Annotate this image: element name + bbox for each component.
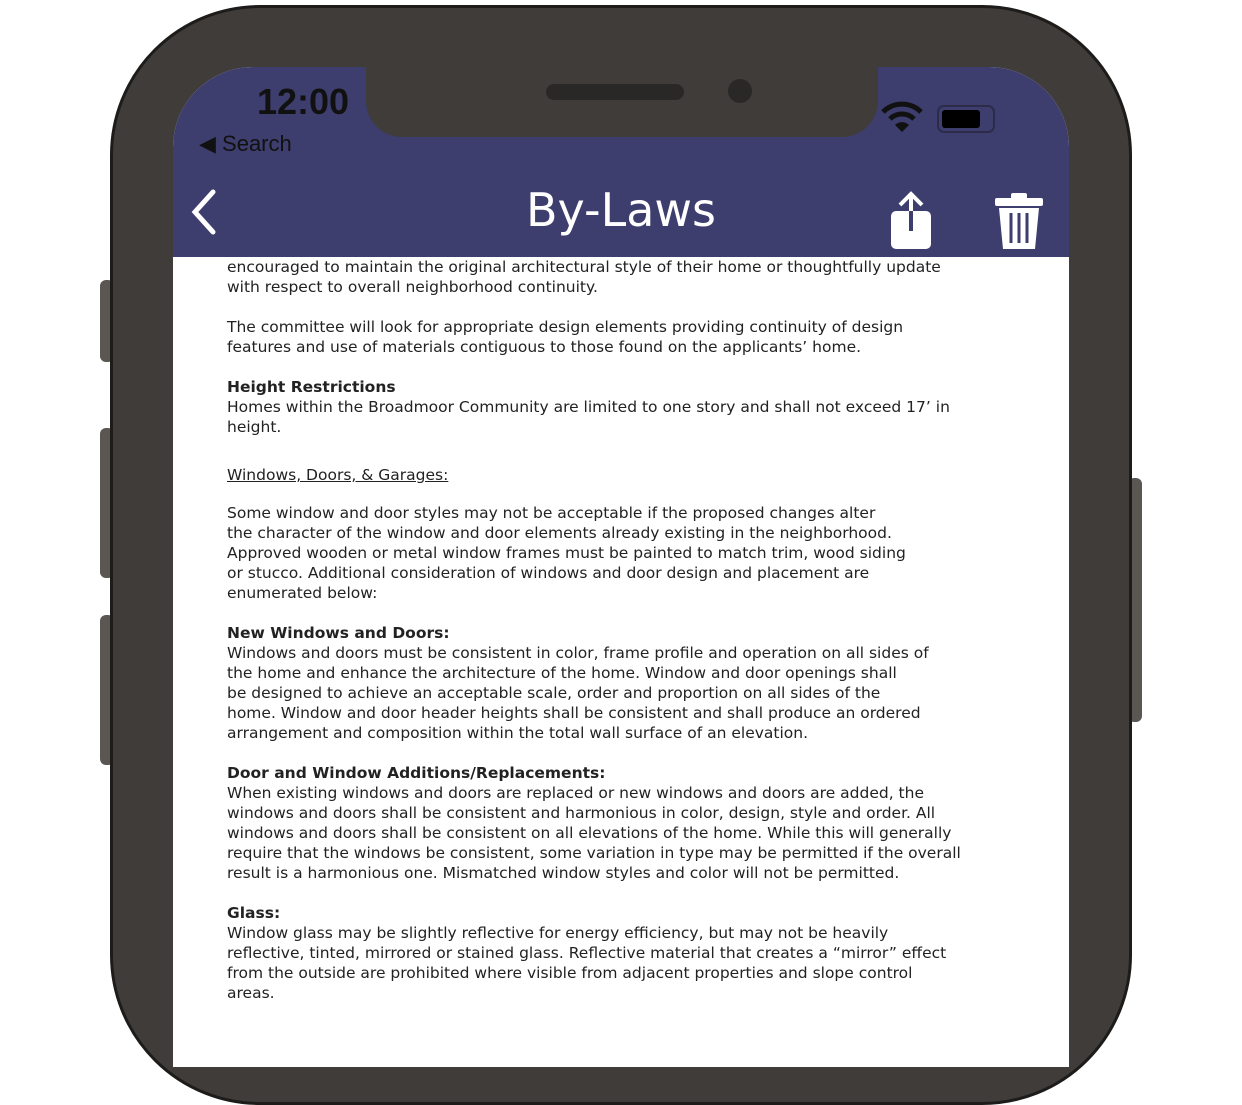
- heading-height: Height Restrictions: [227, 378, 396, 396]
- section-title-windows: Windows, Doors, & Garages:: [227, 466, 449, 484]
- section-additions: Door and Window Additions/Replacements: When existing windows and doors are replaced or new windows and doors are added, the windows and doors shall be consistent and harmonious in color, design, style and order. All windows and doors shall be consistent on all elevations of the home. While this will generally require that the windows be consistent, some variation in type may be permitted if the overall result is a harmonious one. Mismatched window styles and color will not be permitted.: [227, 763, 1027, 883]
- back-to-search-link[interactable]: ◀ Search: [199, 131, 292, 156]
- speaker: [546, 84, 684, 100]
- camera: [728, 79, 752, 103]
- section-new-windows: New Windows and Doors: Windows and doors must be consistent in color, frame profile and operation on all sides of the home and enhance the architecture of the home. Window and door openings shall be designed to achieve an acceptable scale, order and proportion on all sides of the home. Window and door header heights shall be consistent and shall produce an ordered arrangement and composition within the total wall surface of an elevation.: [227, 623, 1027, 743]
- bylaws-document: [227, 257, 1027, 1023]
- wifi-icon: [881, 101, 923, 133]
- heading-additions: Door and Window Additions/Replacements:: [227, 764, 606, 782]
- heading-new-windows: New Windows and Doors:: [227, 624, 450, 642]
- paragraph-style: encouraged to maintain the original architectural style of their home or thoughtfully update with respect to overall neighborhood continuity.: [227, 258, 941, 296]
- screen: [173, 67, 1069, 1067]
- trash-icon[interactable]: [993, 191, 1045, 251]
- share-icon[interactable]: [887, 191, 935, 251]
- section-height: Height Restrictions Homes within the Broadmoor Community are limited to one story and shall not exceed 17’ in height.: [227, 377, 1027, 437]
- status-time: 12:00: [257, 81, 350, 122]
- battery-icon: [937, 105, 995, 133]
- heading-glass: Glass:: [227, 904, 281, 922]
- paragraph-committee: The committee will look for appropriate design elements providing continuity of design features and use of materials contiguous to those found on the applicants’ home.: [227, 318, 904, 356]
- page-title: By-Laws: [526, 183, 716, 237]
- section-glass: Glass: Window glass may be slightly reflective for energy efficiency, but may not be heavily reflective, tinted, mirrored or stained glass. Reflective material that creates a “mirror” effect from the outside are prohibited where visible from adjacent properties and slope control areas.: [227, 903, 1027, 1003]
- paragraph-windows: Some window and door styles may not be acceptable if the proposed changes alter the character of the window and door elements already existing in the neighborhood. Approved wooden or metal window frames must be painted to match trim, wood siding or stucco. Additional consideration of windows and door design and placement are enumerated below:: [227, 504, 906, 602]
- nav-header: [173, 67, 1069, 257]
- notch: [366, 67, 878, 137]
